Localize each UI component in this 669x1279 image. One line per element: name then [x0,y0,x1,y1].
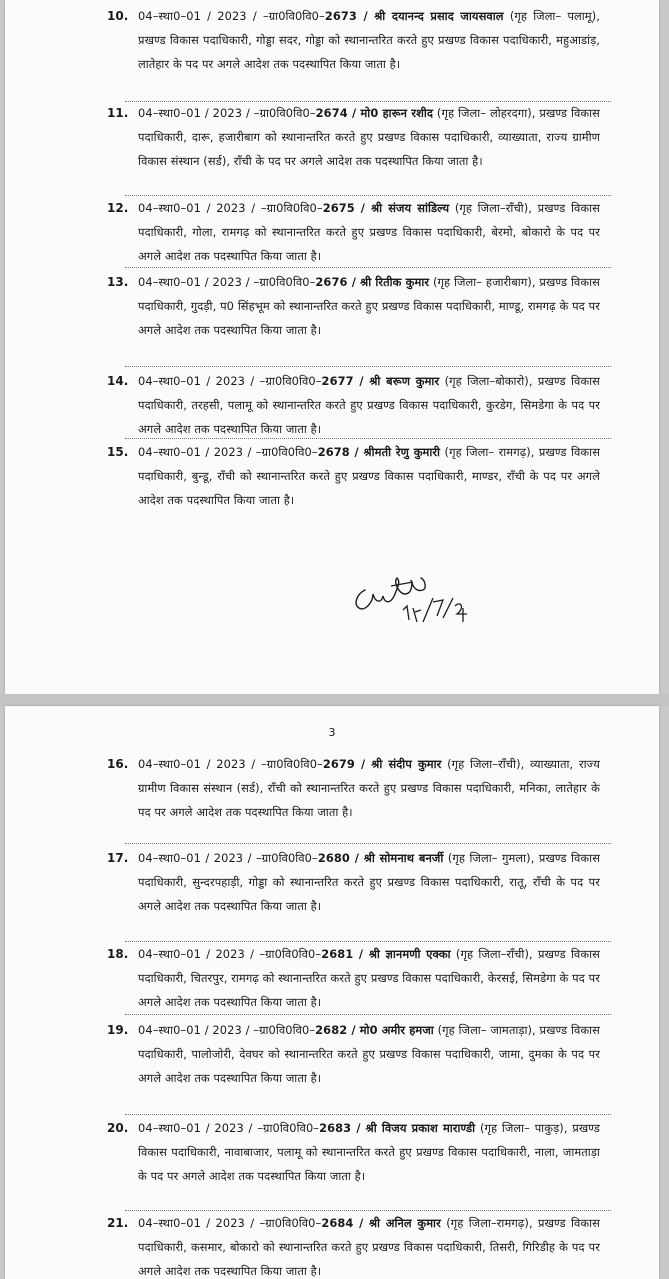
order-details: (गृह जिला–राँची), प्रखण्ड विकास पदाधिकारी, गोला, रामगढ़ को स्थानान्तरित करते हुए प्रखण्ड विकास पदाधिकारी, बेरमो, बोकारो के पद पर अगले आदेश तक पदस्थापित किया जाता है। [138,201,600,263]
order-details: (गृह जिला– गुमला), प्रखण्ड विकास पदाधिकारी, सुन्दरपहाड़ी, गोड्डा को स्थानान्तरित करते हुए प्रखण्ड विकास पदाधिकारी, रातू, राँची के पद पर अगले आदेश तक पदस्थापित किया जाता है। [138,851,601,913]
officer-name: श्री सोमनाथ बनर्जी [363,851,444,865]
entry-number: 21. [107,1216,129,1230]
order-details: (गृह जिला– लोहरदगा), प्रखण्ड विकास पदाधिकारी, दारू, हजारीबाग को स्थानान्तरित करते हुए प्रखण्ड विकास पदाधिकारी, व्याख्याता, राज्य ग्रामीण विकास संस्थान (सर्ड), राँची के पद पर अगले आदेश तक पदस्थापित किया जाता है। [138,106,600,168]
entry-divider [125,843,611,844]
reference-number: 2680 [317,851,350,865]
reference-prefix: 04–स्था0–01 / 2023 / –ग्रा0वि0वि0– [138,374,322,388]
reference-number: 2683 [319,1121,352,1135]
officer-name: श्रीमती रेणु कुमारी [363,445,441,459]
officer-name: मो0 हारून रशीद [360,106,434,120]
page-gap [0,694,669,706]
officer-name: श्री अनिल कुमार [368,1216,441,1230]
document-page-top: 10. 04–स्था0–01 / 2023 / –ग्रा0वि0वि0–2673 / श्री दयानन्द प्रसाद जायसवाल (गृह जिला– पलामू), प्रखण्ड विकास पदाधिकारी, गोड्डा सदर, गोड्डा को स्थानान्तरित करते हुए प्रखण्ड विकास पदाधिकारी, महुआडांड़, लातेहार के पद पर अगले आदेश तक पदस्थापित किया जाता है। 11. 04–स्था0–01 / 2023 / –ग्रा0वि0वि0–2674 / मो0 हारून रशीद (गृह जिला– लोहरदगा), प्रखण्ड विकास पदाधिकारी, दारू, हजारीबाग को स्थानान्तरित करते हुए प्रखण्ड विकास पदाधिकारी, व्याख्याता, राज्य ग्रामीण विकास संस्थान (सर्ड), राँची के पद पर अगले आदेश तक पदस्थापित किया जाता है। 12. 04–स्था0–01 / 2023 / –ग्रा0वि0वि0–2675 / श्री संजय सांडिल्य (गृह जिला–राँची), प्रखण्ड विकास पदाधिकारी, गोला, रामगढ़ को स्थानान्तरित करते हुए प्रखण्ड विकास पदाधिकारी, बेरमो, बोकारो के पद पर अगले आदेश तक पदस्थापित किया जाता है। 13. 04–स्था0–01 / 2023 / –ग्रा0वि0वि0–2676 / श्री रितीक कुमार (गृह जिला– हजारीबाग), प्रखण्ड विकास पदाधिकारी, गुदड़ी, प0 सिंहभूम को स्थानान्तरित करते हुए प्रखण्ड विकास पदाधिकारी, माण्डू, रामगढ़ के पद पर अगले आदेश तक पदस्थापित किया जाता है। 14. 04–स्था0–01 / 2023 / –ग्रा0वि0वि0–2677 / श्री बरूण कुमार (गृह जिला–बोकारो), प्रखण्ड विकास पदाधिकारी, तरहसी, पलामू को स्थानान्तरित करते हुए प्रखण्ड विकास पदाधिकारी, कुरडेग, सिमडेगा के पद पर अगले आदेश तक पदस्थापित किया जाता है। 15. 04–स्था0–01 / 2023 / –ग्रा0वि0वि0–2678 / श्रीमती रेणु कुमारी (गृह जिला– रामगढ़), प्रखण्ड विकास पदाधिकारी, बुन्डू, राँची को स्थानान्तरित करते हुए प्रखण्ड विकास पदाधिकारी, माण्डर, राँची के पद पर अगले आदेश तक पदस्थापित किया जाता है। [5,0,659,694]
reference-prefix: 04–स्था0–01 / 2023 / –ग्रा0वि0वि0– [138,201,323,215]
entry-divider [125,267,611,268]
reference-number: 2676 [315,275,348,289]
reference-number: 2673 [324,9,357,23]
entry-divider [125,1114,611,1115]
reference-number: 2677 [321,374,354,388]
handwritten-signature [351,568,481,634]
reference-number: 2684 [321,1216,354,1230]
reference-prefix: 04–स्था0–01 / 2023 / –ग्रा0वि0वि0– [138,1121,320,1135]
officer-name: श्री रितीक कुमार [360,275,430,289]
entry-divider [125,438,611,439]
page-number: 3 [328,726,336,739]
entry-number: 14. [107,374,129,388]
entry-number: 18. [107,947,129,961]
officer-name: श्री संजय सांडिल्य [371,201,450,215]
reference-prefix: 04–स्था0–01 / 2023 / –ग्रा0वि0वि0– [138,1023,316,1037]
reference-number: 2682 [315,1023,348,1037]
reference-number: 2679 [322,757,355,771]
entry-number: 11. [107,106,129,120]
order-details: (गृह जिला– पलामू), प्रखण्ड विकास पदाधिकारी, गोड्डा सदर, गोड्डा को स्थानान्तरित करते हुए प्रखण्ड विकास पदाधिकारी, महुआडांड़, लातेहार के पद पर अगले आदेश तक पदस्थापित किया जाता है। [138,9,600,71]
officer-name: श्री दयानन्द प्रसाद जायसवाल [374,9,504,23]
reference-number: 2675 [322,201,355,215]
officer-name: श्री ज्ञानमणी एक्का [368,947,451,961]
order-details: (गृह जिला–रामगढ़), प्रखण्ड विकास पदाधिकारी, कसमार, बोकारो को स्थानान्तरित करते हुए प्रखण्ड विकास पदाधिकारी, तिसरी, गिरिडीह के पद पर अगले आदेश तक पदस्थापित किया जाता है। [138,1216,600,1278]
entry-number: 13. [107,275,129,289]
entry-number: 12. [107,201,129,215]
reference-prefix: 04–स्था0–01 / 2023 / –ग्रा0वि0वि0– [138,275,316,289]
entry-number: 20. [107,1121,129,1135]
reference-prefix: 04–स्था0–01 / 2023 / –ग्रा0वि0वि0– [138,851,318,865]
entry-number: 17. [107,851,129,865]
reference-prefix: 04–स्था0–01 / 2023 / –ग्रा0वि0वि0– [138,106,316,120]
order-details: (गृह जिला– रामगढ़), प्रखण्ड विकास पदाधिकारी, बुन्डू, राँची को स्थानान्तरित करते हुए प्रखण्ड विकास पदाधिकारी, माण्डर, राँची के पद पर अगले आदेश तक पदस्थापित किया जाता है। [138,445,600,507]
reference-number: 2678 [317,445,350,459]
officer-name: मो0 अमीर हमजा [359,1023,434,1037]
reference-prefix: 04–स्था0–01 / 2023 / –ग्रा0वि0वि0– [138,445,318,459]
reference-number: 2674 [315,106,348,120]
reference-prefix: 04–स्था0–01 / 2023 / –ग्रा0वि0वि0– [138,757,323,771]
entry-number: 10. [107,9,129,23]
entry-number: 16. [107,757,129,771]
entry-number: 19. [107,1023,129,1037]
officer-name: श्री संदीप कुमार [371,757,442,771]
reference-number: 2681 [321,947,354,961]
entry-divider [125,1014,611,1015]
reference-prefix: 04–स्था0–01 / 2023 / –ग्रा0वि0वि0– [138,1216,322,1230]
officer-name: श्री विजय प्रकाश माराण्डी [365,1121,476,1135]
officer-name: श्री बरूण कुमार [369,374,440,388]
order-details: (गृह जिला– पाकुड़), प्रखण्ड विकास पदाधिकारी, नावाबाजार, पलामू को स्थानान्तरित करते हुए प्रखण्ड विकास पदाधिकारी, नाला, जामताड़ा के पद पर अगले आदेश तक पदस्थापित किया जाता है। [138,1121,600,1183]
order-details: (गृह जिला–राँची), व्याख्याता, राज्य ग्रामीण विकास संस्थान (सर्ड), राँची को स्थानान्तरित करते हुए प्रखण्ड विकास पदाधिकारी, मनिका, लातेहार के पद पर अगले आदेश तक पदस्थापित किया जाता है। [138,757,600,819]
reference-prefix: 04–स्था0–01 / 2023 / –ग्रा0वि0वि0– [138,9,325,23]
order-details: (गृह जिला–राँची), प्रखण्ड विकास पदाधिकारी, चितरपुर, रामगढ़ को स्थानान्तरित करते हुए प्रखण्ड विकास पदाधिकारी, केरसई, सिमडेगा के पद पर अगले आदेश तक पदस्थापित किया जाता है। [138,947,600,1009]
order-details: (गृह जिला–बोकारो), प्रखण्ड विकास पदाधिकारी, तरहसी, पलामू को स्थानान्तरित करते हुए प्रखण्ड विकास पदाधिकारी, कुरडेग, सिमडेगा के पद पर अगले आदेश तक पदस्थापित किया जाता है। [138,374,600,436]
order-details: (गृह जिला– हजारीबाग), प्रखण्ड विकास पदाधिकारी, गुदड़ी, प0 सिंहभूम को स्थानान्तरित करते हुए प्रखण्ड विकास पदाधिकारी, माण्डू, रामगढ़ के पद पर अगले आदेश तक पदस्थापित किया जाता है। [138,275,600,337]
entry-divider [125,366,611,367]
reference-prefix: 04–स्था0–01 / 2023 / –ग्रा0वि0वि0– [138,947,322,961]
order-details: (गृह जिला– जामताड़ा), प्रखण्ड विकास पदाधिकारी, पालोजोरी, देवघर को स्थानान्तरित करते हुए प्रखण्ड विकास पदाधिकारी, जामा, दुमका के पद पर अगले आदेश तक पदस्थापित किया जाता है। [138,1023,600,1085]
document-page-bottom: 3 16. 04–स्था0–01 / 2023 / –ग्रा0वि0वि0–2679 / श्री संदीप कुमार (गृह जिला–राँची), व्याख्याता, राज्य ग्रामीण विकास संस्थान (सर्ड), राँची को स्थानान्तरित करते हुए प्रखण्ड विकास पदाधिकारी, मनिका, लातेहार के पद पर अगले आदेश तक पदस्थापित किया जाता है। 17. 04–स्था0–01 / 2023 / –ग्रा0वि0वि0–2680 / श्री सोमनाथ बनर्जी (गृह जिला– गुमला), प्रखण्ड विकास पदाधिकारी, सुन्दरपहाड़ी, गोड्डा को स्थानान्तरित करते हुए प्रखण्ड विकास पदाधिकारी, रातू, राँची के पद पर अगले आदेश तक पदस्थापित किया जाता है। 18. 04–स्था0–01 / 2023 / –ग्रा0वि0वि0–2681 / श्री ज्ञानमणी एक्का (गृह जिला–राँची), प्रखण्ड विकास पदाधिकारी, चितरपुर, रामगढ़ को स्थानान्तरित करते हुए प्रखण्ड विकास पदाधिकारी, केरसई, सिमडेगा के पद पर अगले आदेश तक पदस्थापित किया जाता है। 19. 04–स्था0–01 / 2023 / –ग्रा0वि0वि0–2682 / मो0 अमीर हमजा (गृह जिला– जामताड़ा), प्रखण्ड विकास पदाधिकारी, पालोजोरी, देवघर को स्थानान्तरित करते हुए प्रखण्ड विकास पदाधिकारी, जामा, दुमका के पद पर अगले आदेश तक पदस्थापित किया जाता है। 20. 04–स्था0–01 / 2023 / –ग्रा0वि0वि0–2683 / श्री विजय प्रकाश माराण्डी (गृह जिला– पाकुड़), प्रखण्ड विकास पदाधिकारी, नावाबाजार, पलामू को स्थानान्तरित करते हुए प्रखण्ड विकास पदाधिकारी, नाला, जामताड़ा के पद पर अगले आदेश तक पदस्थापित किया जाता है। 21. 04–स्था0–01 / 2023 / –ग्रा0वि0वि0–2684 / श्री अनिल कुमार (गृह जिला–रामगढ़), प्रखण्ड विकास पदाधिकारी, कसमार, बोकारो को स्थानान्तरित करते हुए प्रखण्ड विकास पदाधिकारी, तिसरी, गिरिडीह के पद पर अगले आदेश तक पदस्थापित किया जाता है। [5,706,659,1279]
entry-number: 15. [107,445,129,459]
